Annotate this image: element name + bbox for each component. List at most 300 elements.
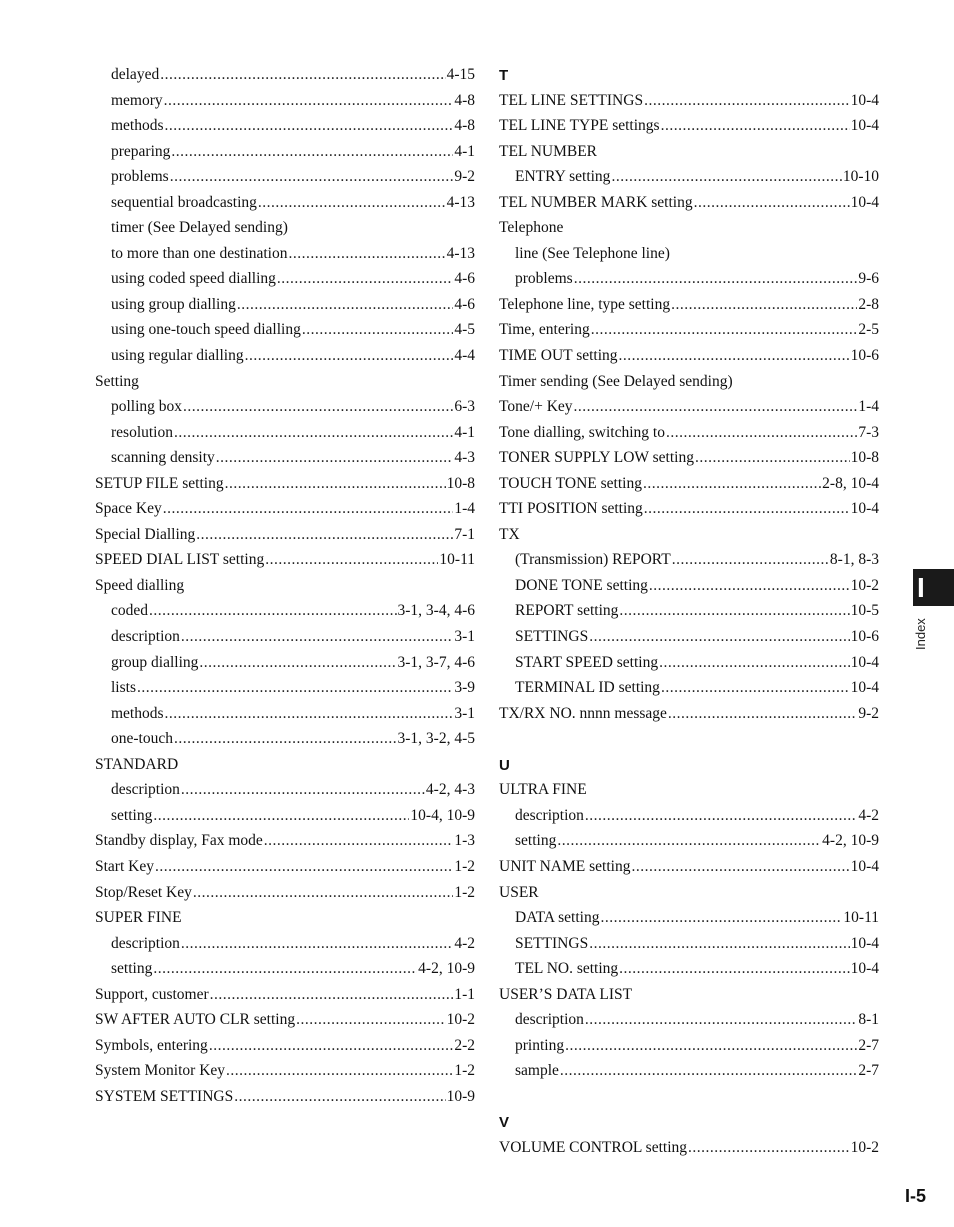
dot-leader	[649, 573, 850, 599]
entry-page-ref: 8-1, 8-3	[829, 551, 879, 569]
section-gap	[499, 1084, 879, 1110]
entry-label: TEL NUMBER	[499, 142, 598, 160]
entry-page-ref: 4-2, 10-9	[418, 960, 475, 978]
index-subentry	[95, 803, 475, 829]
entry-page-ref: 1-2	[454, 857, 475, 875]
entry-label: description	[111, 934, 180, 952]
entry-label: SETUP FILE setting	[95, 474, 224, 492]
dot-leader	[265, 547, 438, 573]
entry-label: TONER SUPPLY LOW setting	[499, 449, 694, 467]
index-subentry	[95, 701, 475, 727]
index-entry	[95, 1084, 475, 1110]
index-subentry	[95, 215, 475, 241]
entry-page-ref: 10-2	[850, 1138, 879, 1156]
section-tab-label: Index	[913, 618, 928, 650]
entry-page-ref: 1-2	[454, 1062, 475, 1080]
index-subentry	[499, 1007, 879, 1033]
dot-leader	[160, 62, 445, 88]
entry-label: description	[111, 628, 180, 646]
index-subentry	[499, 828, 879, 854]
index-subentry	[499, 803, 879, 829]
entry-label: DATA setting	[515, 909, 600, 927]
index-entry	[499, 701, 879, 727]
index-entry	[95, 1033, 475, 1059]
entry-label: TEL NUMBER MARK setting	[499, 193, 693, 211]
entry-page-ref: 4-8	[454, 91, 475, 109]
entry-label: setting	[111, 806, 153, 824]
index-subentry	[499, 241, 879, 267]
index-subentry	[95, 956, 475, 982]
index-entry	[499, 113, 879, 139]
index-subentry	[95, 88, 475, 114]
entry-page-ref: 1-3	[454, 832, 475, 850]
entry-label: TTI POSITION setting	[499, 500, 643, 518]
dot-leader	[210, 982, 454, 1008]
index-entry	[499, 777, 879, 803]
entry-label: TIME OUT setting	[499, 347, 618, 365]
dot-leader	[153, 803, 409, 829]
index-entry	[95, 1007, 475, 1033]
index-subentry	[499, 624, 879, 650]
entry-label: USER	[499, 883, 539, 901]
index-entry	[95, 522, 475, 548]
index-entry	[95, 854, 475, 880]
dot-leader	[574, 266, 858, 292]
dot-leader	[193, 880, 453, 906]
entry-page-ref: 2-8	[858, 295, 879, 313]
dot-leader	[688, 1135, 850, 1161]
entry-page-ref: 4-8	[454, 117, 475, 135]
index-subentry	[499, 956, 879, 982]
entry-page-ref: 7-1	[454, 525, 475, 543]
dot-leader	[165, 701, 454, 727]
dot-leader	[155, 854, 453, 880]
entry-page-ref: 8-1	[858, 1011, 879, 1029]
index-entry	[499, 317, 879, 343]
entry-page-ref: 1-1	[454, 985, 475, 1003]
entry-label: REPORT setting	[515, 602, 619, 620]
entry-page-ref: 7-3	[858, 423, 879, 441]
index-entry	[95, 880, 475, 906]
entry-label: printing	[515, 1036, 565, 1054]
index-entry	[95, 471, 475, 497]
entry-page-ref: 2-7	[858, 1062, 879, 1080]
entry-label: ENTRY setting	[515, 168, 611, 186]
index-subentry	[499, 547, 879, 573]
index-subentry	[499, 1033, 879, 1059]
index-subentry	[95, 675, 475, 701]
entry-label: description	[111, 781, 180, 799]
index-entry	[499, 190, 879, 216]
entry-label: UNIT NAME setting	[499, 857, 631, 875]
dot-leader	[258, 190, 446, 216]
entry-page-ref: 1-4	[858, 398, 879, 416]
index-subentry	[499, 931, 879, 957]
index-entry	[95, 905, 475, 931]
entry-page-ref: 2-8, 10-4	[822, 474, 879, 492]
dot-leader	[591, 317, 858, 343]
entry-page-ref: 10-2	[446, 1011, 475, 1029]
dot-leader	[671, 292, 857, 318]
entry-page-ref: 10-4, 10-9	[410, 806, 475, 824]
entry-label: Speed dialling	[95, 576, 185, 594]
dot-leader	[661, 675, 850, 701]
index-entry	[499, 420, 879, 446]
entry-page-ref: 4-2	[454, 934, 475, 952]
entry-label: description	[515, 806, 584, 824]
dot-leader	[600, 905, 842, 931]
index-subentry	[95, 292, 475, 318]
entry-page-ref: 10-4	[850, 193, 879, 211]
entry-page-ref: 2-2	[454, 1036, 475, 1054]
dot-leader	[199, 650, 396, 676]
entry-label: TEL LINE TYPE settings	[499, 117, 660, 135]
entry-page-ref: 10-2	[850, 576, 879, 594]
entry-label: coded	[111, 602, 149, 620]
dot-leader	[225, 471, 446, 497]
dot-leader	[666, 420, 857, 446]
entry-label: Setting	[95, 372, 139, 390]
entry-label: Telephone line, type setting	[499, 295, 671, 313]
index-entry	[499, 496, 879, 522]
section-letter: T	[499, 67, 509, 84]
entry-label: USER’S DATA LIST	[499, 985, 633, 1003]
section-letter: V	[499, 1114, 510, 1132]
index-entry	[499, 369, 879, 395]
dot-leader	[619, 343, 850, 369]
entry-label: description	[515, 1011, 584, 1029]
index-entry	[95, 1058, 475, 1084]
entry-page-ref: 1-4	[454, 500, 475, 518]
dot-leader	[234, 1084, 445, 1110]
entry-page-ref: 10-4	[850, 653, 879, 671]
entry-label: preparing	[111, 142, 171, 160]
entry-label: to more than one destination	[111, 244, 288, 262]
entry-label: ULTRA FINE	[499, 781, 587, 799]
index-entry	[95, 573, 475, 599]
entry-label: one-touch	[111, 730, 173, 748]
entry-label: methods	[111, 117, 164, 135]
entry-label: Tone/+ Key	[499, 398, 573, 416]
entry-page-ref: 10-5	[850, 602, 879, 620]
entry-label: Special Dialling	[95, 525, 196, 543]
entry-label: setting	[111, 960, 153, 978]
entry-label: VOLUME CONTROL setting	[499, 1138, 687, 1156]
dot-leader	[226, 1058, 453, 1084]
entry-label: delayed	[111, 66, 160, 83]
dot-leader	[565, 1033, 857, 1059]
index-subentry	[95, 394, 475, 420]
entry-label: lists	[111, 679, 136, 697]
entry-label: SETTINGS	[515, 934, 589, 952]
entry-page-ref: 4-3	[454, 449, 475, 467]
entry-page-ref: 4-1	[454, 423, 475, 441]
entry-label: using one-touch speed dialling	[111, 321, 301, 339]
entry-page-ref: 10-4	[850, 500, 879, 518]
entry-page-ref: 4-5	[454, 321, 475, 339]
entry-label: System Monitor Key	[95, 1062, 226, 1080]
dot-leader	[695, 445, 850, 471]
index-subentry	[95, 445, 475, 471]
index-subentry	[499, 675, 879, 701]
index-subentry	[499, 650, 879, 676]
entry-label: TOUCH TONE setting	[499, 474, 642, 492]
entry-page-ref: 2-7	[858, 1036, 879, 1054]
entry-label: SETTINGS	[515, 628, 589, 646]
entry-label: problems	[515, 270, 573, 288]
entry-page-ref: 4-2, 10-9	[822, 832, 879, 850]
index-column-left	[95, 62, 475, 1109]
entry-label: TEL LINE SETTINGS	[499, 91, 644, 109]
entry-label: using regular dialling	[111, 347, 244, 365]
entry-page-ref: 4-1	[454, 142, 475, 160]
index-entry	[95, 828, 475, 854]
index-subentry	[95, 317, 475, 343]
entry-label: memory	[111, 91, 163, 109]
entry-label: setting	[515, 832, 557, 850]
entry-page-ref: 10-4	[850, 679, 879, 697]
dot-leader	[557, 828, 821, 854]
entry-page-ref: 10-10	[842, 168, 879, 186]
entry-page-ref: 10-8	[446, 474, 475, 492]
dot-leader	[661, 113, 850, 139]
dot-leader	[209, 1033, 454, 1059]
section-gap	[499, 726, 879, 752]
entry-label: polling box	[111, 398, 183, 416]
dot-leader	[644, 496, 850, 522]
entry-page-ref: 4-2, 4-3	[425, 781, 475, 799]
entry-label: TX/RX NO. nnnn message	[499, 704, 667, 722]
dot-leader	[181, 931, 453, 957]
entry-label: Support, customer	[95, 985, 209, 1003]
index-subentry	[95, 598, 475, 624]
entry-page-ref: 2-5	[858, 321, 879, 339]
dot-leader	[631, 854, 849, 880]
index-entry	[499, 471, 879, 497]
dot-leader	[174, 420, 453, 446]
dot-leader	[174, 726, 397, 752]
index-subentry	[95, 139, 475, 165]
dot-leader	[619, 956, 849, 982]
index-subentry	[499, 164, 879, 190]
entry-label: SPEED DIAL LIST setting	[95, 551, 265, 569]
dot-leader	[302, 317, 453, 343]
index-subentry	[499, 598, 879, 624]
dot-leader	[289, 241, 446, 267]
dot-leader	[149, 598, 396, 624]
entry-page-ref: 10-6	[850, 347, 879, 365]
index-entry	[499, 982, 879, 1008]
entry-page-ref: 4-6	[454, 270, 475, 288]
index-entry	[95, 547, 475, 573]
entry-label: scanning density	[111, 449, 215, 467]
entry-page-ref: 1-2	[454, 883, 475, 901]
index-subentry	[95, 931, 475, 957]
dot-leader	[619, 598, 849, 624]
entry-page-ref: 3-9	[454, 679, 475, 697]
index-subentry	[499, 1058, 879, 1084]
entry-label: timer (See Delayed sending)	[111, 219, 288, 237]
index-entry	[95, 982, 475, 1008]
dot-leader	[560, 1058, 857, 1084]
index-subentry	[95, 624, 475, 650]
index-entry	[499, 394, 879, 420]
entry-page-ref: 4-2	[858, 806, 879, 824]
entry-label: Timer sending (See Delayed sending)	[499, 372, 733, 390]
dot-leader	[170, 164, 454, 190]
entry-label: Start Key	[95, 857, 154, 875]
entry-label: START SPEED setting	[515, 653, 659, 671]
index-subentry	[95, 266, 475, 292]
entry-label: Symbols, entering	[95, 1036, 208, 1054]
index-entry	[499, 445, 879, 471]
entry-page-ref: 10-4	[850, 91, 879, 109]
index-subentry	[95, 62, 475, 88]
index-entry	[499, 343, 879, 369]
entry-page-ref: 10-8	[850, 449, 879, 467]
entry-page-ref: 10-9	[446, 1087, 475, 1105]
dot-leader	[163, 496, 454, 522]
entry-label: (Transmission) REPORT	[515, 551, 671, 569]
dot-leader	[668, 701, 857, 727]
index-entry	[499, 522, 879, 548]
dot-leader	[165, 113, 454, 139]
entry-page-ref: 10-4	[850, 857, 879, 875]
index-subentry	[95, 650, 475, 676]
dot-leader	[589, 931, 849, 957]
index-subentry	[499, 905, 879, 931]
entry-label: Stop/Reset Key	[95, 883, 192, 901]
index-subentry	[95, 420, 475, 446]
index-entry	[95, 496, 475, 522]
index-entry	[499, 854, 879, 880]
dot-leader	[164, 88, 454, 114]
index-entry	[499, 139, 879, 165]
index-subentry	[95, 164, 475, 190]
index-subentry	[95, 726, 475, 752]
entry-page-ref: 9-2	[858, 704, 879, 722]
dot-leader	[574, 394, 858, 420]
entry-page-ref: 10-6	[850, 628, 879, 646]
dot-leader	[672, 547, 829, 573]
entry-label: TX	[499, 525, 520, 543]
dot-leader	[264, 828, 454, 854]
entry-label: Space Key	[95, 500, 162, 518]
entry-label: methods	[111, 704, 164, 722]
entry-label: problems	[111, 168, 169, 186]
index-entry	[499, 215, 879, 241]
entry-label: STANDARD	[95, 755, 179, 773]
entry-page-ref: 6-3	[454, 398, 475, 416]
entry-page-ref: 10-4	[850, 934, 879, 952]
dot-leader	[585, 1007, 857, 1033]
entry-label: TERMINAL ID setting	[515, 679, 660, 697]
dot-leader	[153, 956, 417, 982]
entry-label: resolution	[111, 423, 173, 441]
dot-leader	[237, 292, 453, 318]
entry-label: sequential broadcasting	[111, 193, 257, 211]
dot-leader	[296, 1007, 445, 1033]
entry-page-ref: 3-1	[454, 704, 475, 722]
dot-leader	[216, 445, 454, 471]
dot-leader	[644, 88, 850, 114]
entry-page-ref: 4-4	[454, 347, 475, 365]
dot-leader	[245, 343, 454, 369]
entry-label: sample	[515, 1062, 559, 1080]
index-subentry	[499, 573, 879, 599]
page-number: I-5	[904, 1186, 926, 1206]
entry-page-ref: 3-1	[454, 628, 475, 646]
entry-label: TEL NO. setting	[515, 960, 619, 978]
entry-label: SW AFTER AUTO CLR setting	[95, 1011, 296, 1029]
entry-page-ref: 10-11	[843, 909, 879, 927]
section-tab-letter: I	[917, 572, 925, 603]
dot-leader	[181, 624, 453, 650]
entry-page-ref: 10-4	[850, 960, 879, 978]
entry-label: SYSTEM SETTINGS	[95, 1087, 234, 1105]
entry-page-ref: 3-1, 3-7, 4-6	[397, 653, 475, 671]
entry-label: line (See Telephone line)	[515, 244, 670, 262]
entry-label: Tone dialling, switching to	[499, 423, 665, 441]
index-entry	[499, 880, 879, 906]
index-entry	[499, 88, 879, 114]
dot-leader	[137, 675, 453, 701]
entry-label: Telephone	[499, 219, 564, 237]
dot-leader	[589, 624, 849, 650]
entry-page-ref: 4-6	[454, 295, 475, 313]
dot-leader	[643, 471, 821, 497]
entry-page-ref: 3-1, 3-4, 4-6	[397, 602, 475, 620]
entry-page-ref: 4-13	[446, 193, 475, 211]
index-subentry	[95, 777, 475, 803]
dot-leader	[181, 777, 425, 803]
entry-label: DONE TONE setting	[515, 576, 648, 594]
index-subentry	[95, 241, 475, 267]
entry-label: using coded speed dialling	[111, 270, 276, 288]
index-entry	[95, 752, 475, 778]
dot-leader	[611, 164, 841, 190]
dot-leader	[277, 266, 453, 292]
entry-page-ref: 4-15	[446, 66, 475, 83]
index-entry	[95, 369, 475, 395]
entry-page-ref: 4-13	[446, 244, 475, 262]
entry-label: Time, entering	[499, 321, 590, 339]
index-subentry	[499, 266, 879, 292]
dot-leader	[659, 650, 849, 676]
entry-page-ref: 10-4	[850, 117, 879, 135]
dot-leader	[183, 394, 453, 420]
section-letter: U	[499, 756, 510, 774]
entry-label: group dialling	[111, 653, 199, 671]
index-subentry	[95, 343, 475, 369]
dot-leader	[694, 190, 850, 216]
dot-leader	[585, 803, 857, 829]
index-entry	[499, 292, 879, 318]
index-subentry	[95, 113, 475, 139]
entry-page-ref: 3-1, 3-2, 4-5	[397, 730, 475, 748]
entry-page-ref: 9-2	[454, 168, 475, 186]
index-column-right	[499, 62, 879, 1161]
index-subentry	[95, 190, 475, 216]
dot-leader	[171, 139, 453, 165]
entry-label: Standby display, Fax mode	[95, 832, 263, 850]
entry-label: using group dialling	[111, 295, 236, 313]
entry-page-ref: 10-11	[439, 551, 475, 569]
index-entry	[499, 1135, 879, 1161]
entry-label: SUPER FINE	[95, 909, 182, 927]
entry-page-ref: 9-6	[858, 270, 879, 288]
dot-leader	[196, 522, 453, 548]
